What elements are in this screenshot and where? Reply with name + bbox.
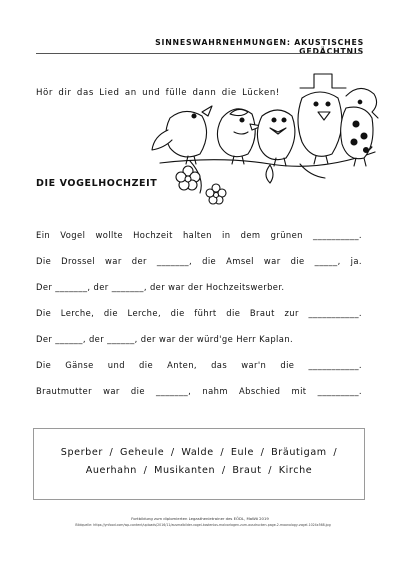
song-line-6: Die Gänse und die Anten, das war'n die ___________.: [36, 360, 362, 370]
word-bank-row-1: Sperber / Geheule / Walde / Eule / Bräutigam /: [60, 447, 338, 458]
song-line-7: Brautmutter war die _______, nahm Abschied mit _________.: [36, 386, 362, 396]
song-line-2: Die Drossel war der _______, die Amsel war die _____, ja.: [36, 256, 362, 266]
word-bank-box: [33, 428, 365, 500]
footer-credit: Fortbildung zum diplomierten Legasthenietrainer des EÖDL, MaWö 2019: [131, 516, 269, 521]
header-divider: [36, 53, 362, 54]
footer-image-source: Bildquelle: https://ynfood.com/wp-content/uploads/2016/11/ausmalbilder-vogel-kostenlos-malvorlagen-zum-ausdrucken-page-2-moonology-vogel-1024x568.jpg: [75, 523, 331, 527]
song-title: DIE VOGELHOCHZEIT: [36, 178, 158, 189]
song-line-5: Der ______, der ______, der war der würd'ge Herr Kaplan.: [36, 334, 294, 344]
word-bank-row-2: Auerhahn / Musikanten / Braut / Kirche: [85, 465, 313, 476]
birds-illustration: [150, 68, 380, 218]
page-header: SINNESWAHRNEHMUNGEN: AKUSTISCHES GEDÄCHTNIS: [155, 38, 364, 56]
song-line-3: Der _______, der _______, der war der Hochzeitswerber.: [36, 282, 285, 292]
instruction-text: Hör dir das Lied an und fülle dann die Lücken!: [36, 88, 280, 98]
song-line-4: Die Lerche, die Lerche, die führt die Braut zur ___________.: [36, 308, 362, 318]
song-line-1: Ein Vogel wollte Hochzeit halten in dem grünen __________.: [36, 230, 362, 240]
